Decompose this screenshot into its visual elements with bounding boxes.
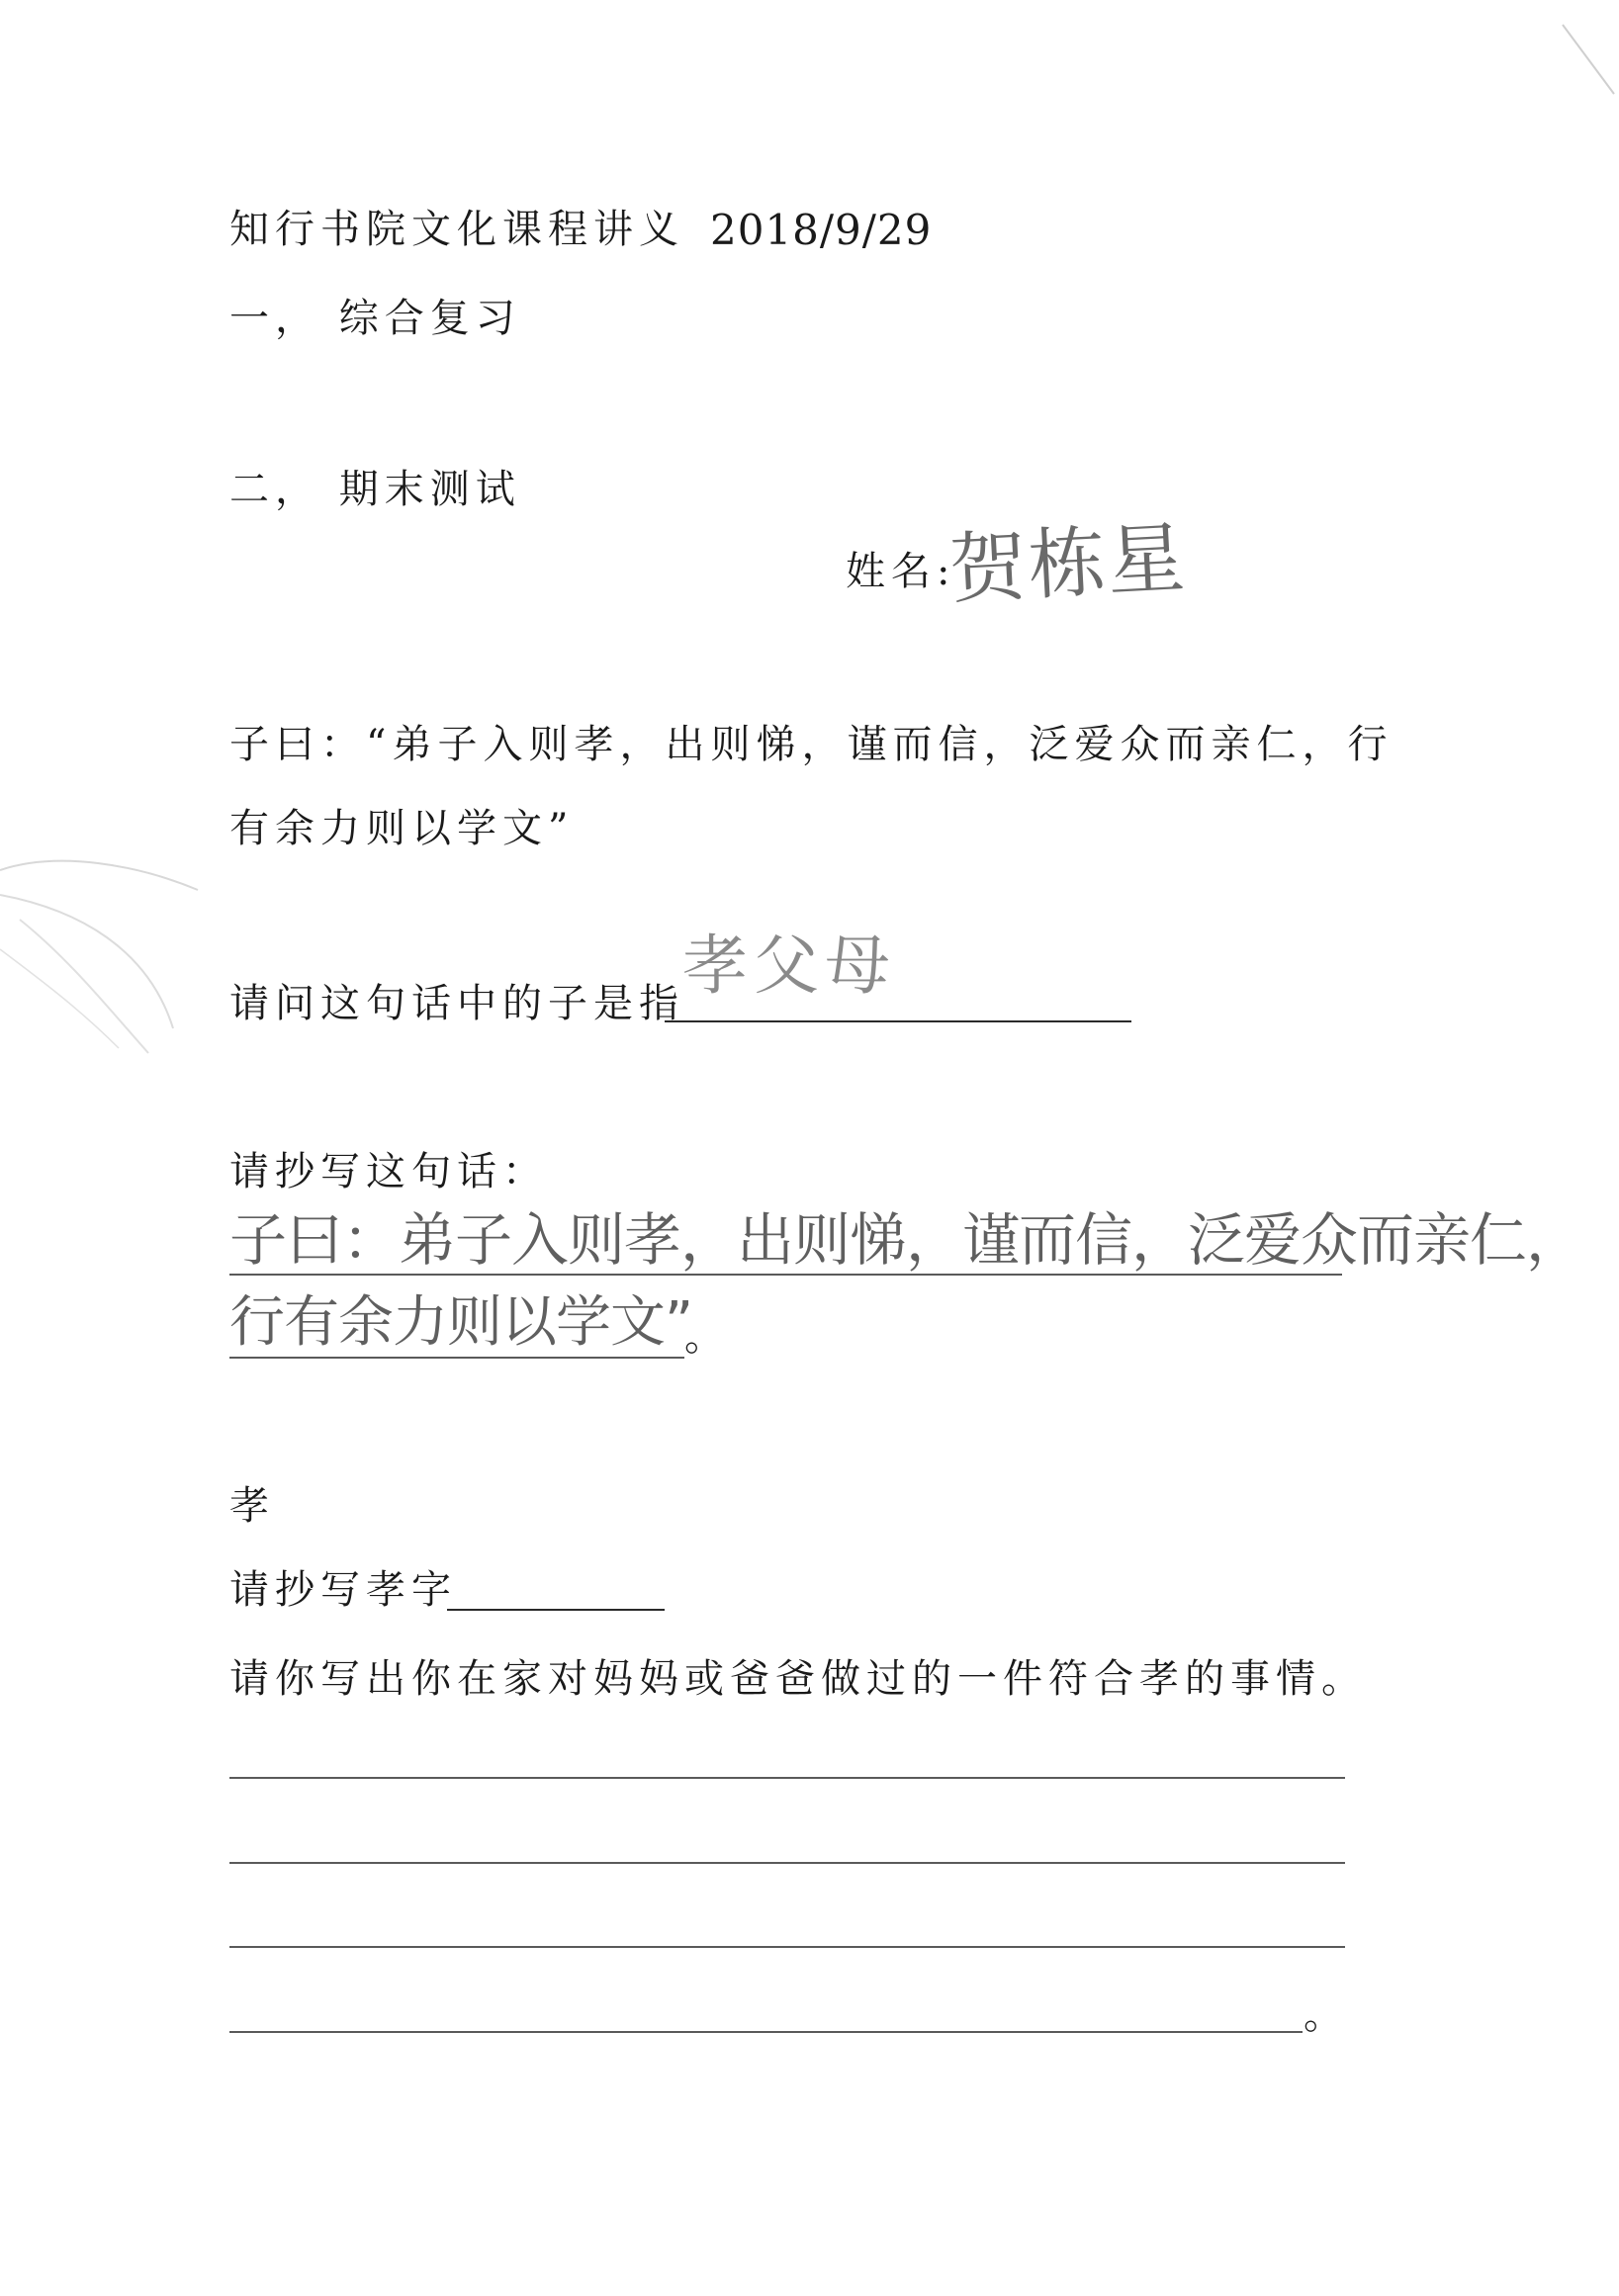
copy-answer-end-mark: 。 bbox=[684, 1314, 730, 1360]
name-label: 姓名: bbox=[846, 549, 956, 594]
question-copy-xiao: 请抄写孝字 bbox=[229, 1567, 457, 1613]
copied-sentence-line-2-handwritten: 行有余力则以学文” bbox=[229, 1290, 693, 1355]
deed-answer-line-2 bbox=[229, 1862, 1345, 1864]
question-who-is-zi: 请问这句话中的子是指 bbox=[229, 981, 684, 1026]
deed-answer-line-3 bbox=[229, 1946, 1345, 1948]
answer-who-is-zi-handwritten: 孝父母 bbox=[682, 927, 896, 1004]
copy-answer-line-1 bbox=[229, 1274, 1342, 1276]
quote-line-1: 子曰：“弟子入则孝，出则悌，谨而信，泛爱众而亲仁，行 bbox=[229, 722, 1394, 767]
deed-answer-line-4 bbox=[229, 2031, 1303, 2033]
document-date: 2018/9/29 bbox=[710, 206, 933, 254]
quote-line-2: 有余力则以学文” bbox=[229, 806, 575, 851]
answer-line-who-is-zi bbox=[665, 1020, 1131, 1022]
deed-answer-end-mark: 。 bbox=[1304, 1992, 1349, 2038]
copy-answer-line-2 bbox=[229, 1357, 684, 1359]
copied-sentence-line-1-handwritten: 子曰：弟子入则孝，出则悌，谨而信，泛爱众而亲仁， bbox=[229, 1206, 1583, 1274]
question-filial-deed: 请你写出你在家对妈妈或爸爸做过的一件符合孝的事情。 bbox=[229, 1656, 1367, 1702]
section-final-test-heading: 二， 期末测试 bbox=[229, 467, 521, 512]
document-title: 知行书院文化课程讲义 bbox=[229, 207, 684, 252]
question-copy-sentence: 请抄写这句话： bbox=[229, 1149, 548, 1194]
student-name-handwritten: 贺栋星 bbox=[946, 513, 1190, 616]
answer-line-copy-xiao bbox=[447, 1609, 665, 1611]
section-review-heading: 一， 综合复习 bbox=[229, 296, 521, 341]
xiao-heading: 孝 bbox=[229, 1483, 275, 1529]
deed-answer-line-1 bbox=[229, 1777, 1345, 1779]
